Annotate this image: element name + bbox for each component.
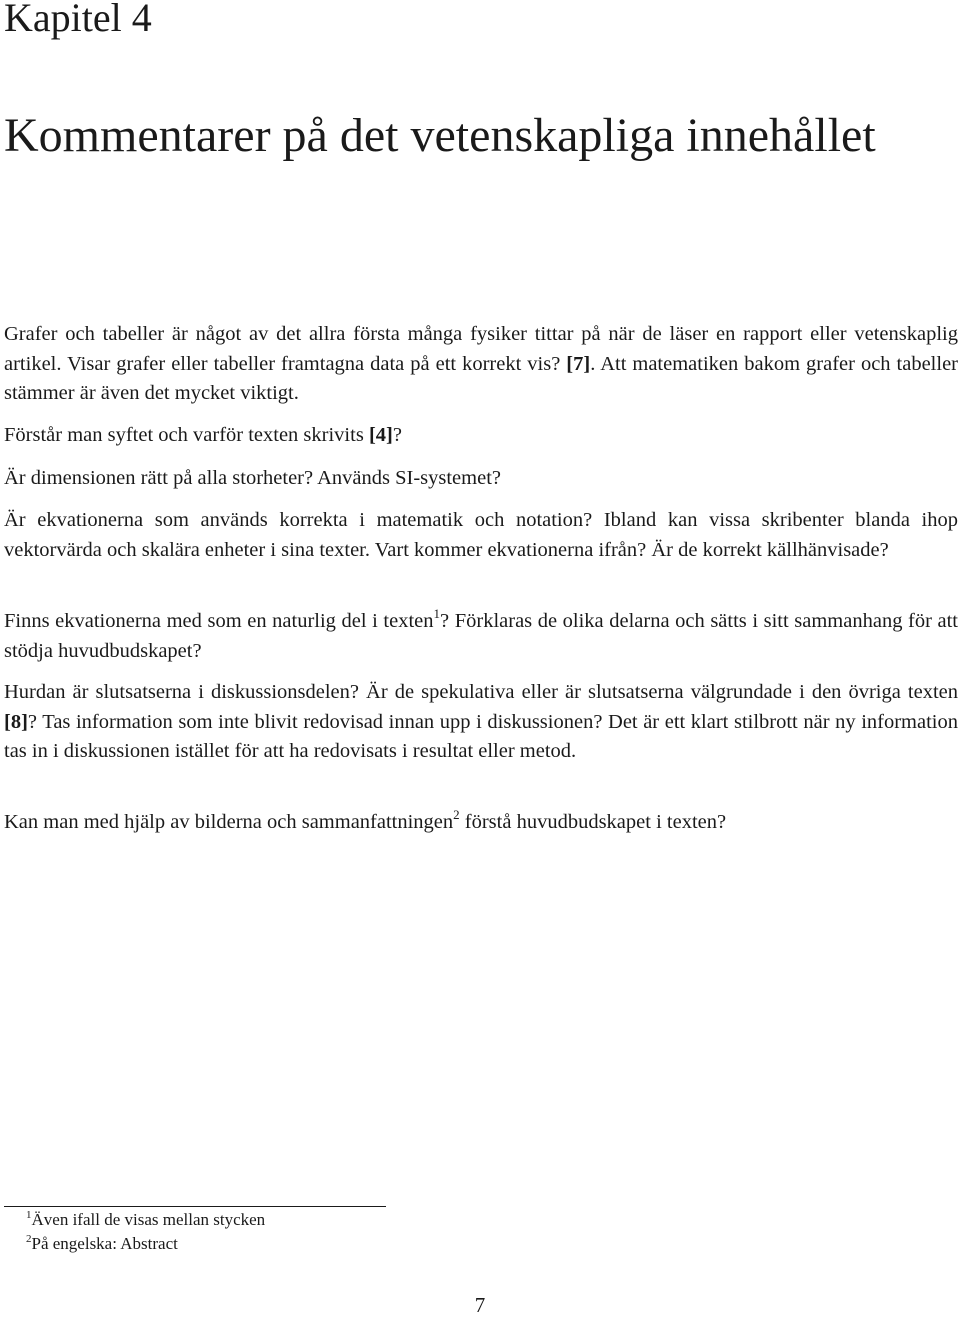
paragraph-text: . Att matematiken bakom grafer och tabeller stämmer är även det mycket viktigt. <box>4 352 958 404</box>
paragraph-conclusions <box>4 678 958 767</box>
footnote-divider <box>4 1206 386 1207</box>
paragraph-text: ? Förklaras de olika delarna och sätts i sitt sammanhang för att stödja huvudbudskapet? <box>4 610 958 662</box>
footnote-number: 1 <box>26 1209 32 1221</box>
paragraph-figures-summary <box>4 808 958 838</box>
paragraph-equations: Är ekvationerna som används korrekta i matematik och notation? Ibland kan vissa skribenter blanda ihop vektorvärda och skalära enheter i sina texter. Vart kommer ekvationerna ifrån? Är de korrekt källhänvisade? <box>4 509 958 561</box>
page-number: 7 <box>474 1293 486 1317</box>
paragraph-text: ? <box>392 424 402 446</box>
paragraph-purpose <box>4 421 958 451</box>
footnote-marker: 2 <box>453 807 460 822</box>
chapter-title: Kommentarer på det vetenskapliga innehållet <box>4 109 876 162</box>
paragraph-text: ? Tas information som inte blivit redovisad innan upp i diskussionen? Det är ett klart stilbrott när ny information tas in i diskussionen istället för att ha redovisats i resultat eller metod. <box>4 710 958 762</box>
citation-reference: [7] <box>566 352 591 375</box>
paragraph-text: Förstår man syftet och varför texten skrivits <box>4 424 369 446</box>
paragraph-equations-context <box>4 607 958 666</box>
paragraph-text: Finns ekvationerna med som en naturlig del i texten <box>4 610 434 632</box>
paragraph-text: Hurdan är slutsatserna i diskussionsdelen? Är de spekulativa eller är slutsatserna välgrundade i den övriga texten <box>4 681 958 703</box>
footnote-text: På engelska: Abstract <box>31 1234 178 1253</box>
paragraph-text: Grafer och tabeller är något av det allra första många fysiker tittar på när de läser en rapport eller vetenskaplig artikel. Visar grafer eller tabeller framtagna data på ett korrekt vis? <box>4 323 958 375</box>
paragraph-text: förstå huvudbudskapet i texten? <box>459 811 727 833</box>
footnote-number: 2 <box>26 1233 32 1245</box>
footnote-1 <box>26 1209 265 1231</box>
footnote-2 <box>26 1233 178 1255</box>
citation-reference: [4] <box>368 424 393 446</box>
citation-reference: [8] <box>4 710 28 733</box>
footnote-marker: 1 <box>433 606 441 621</box>
paragraph-dimensions: Är dimensionen rätt på alla storheter? Används SI-systemet? <box>4 467 501 489</box>
chapter-label: Kapitel 4 <box>4 0 152 40</box>
footnote-text: Även ifall de visas mellan stycken <box>31 1210 266 1229</box>
paragraph-graphs-tables <box>4 320 958 409</box>
paragraph-text: Kan man med hjälp av bilderna och sammanfattningen <box>4 811 454 833</box>
